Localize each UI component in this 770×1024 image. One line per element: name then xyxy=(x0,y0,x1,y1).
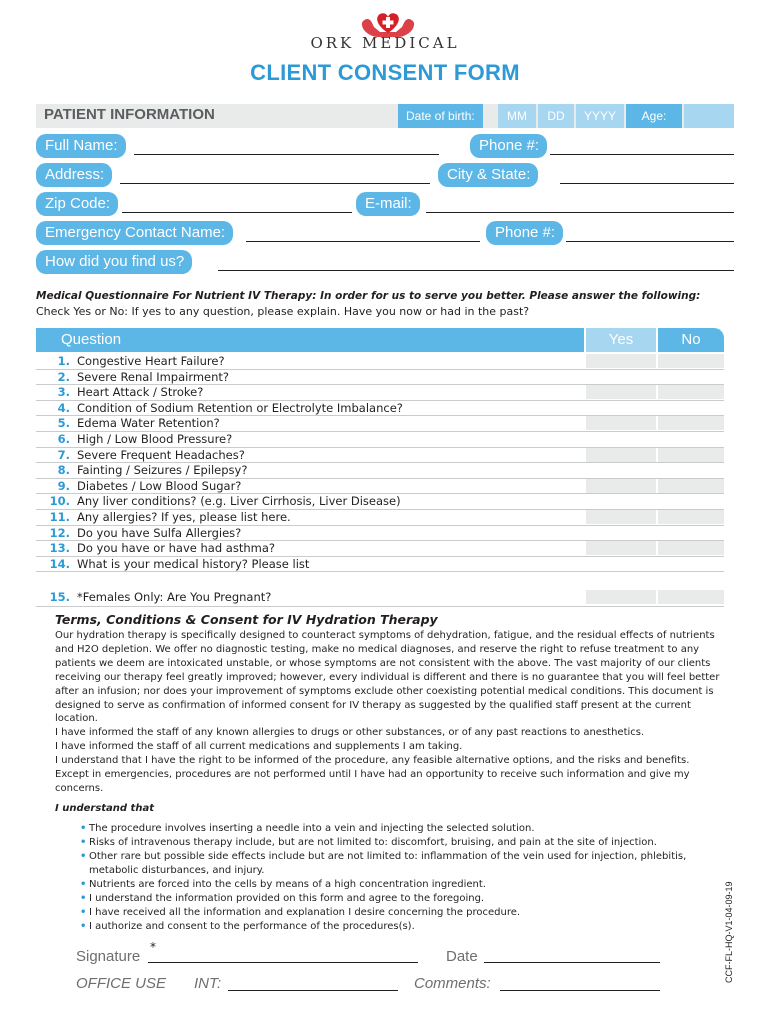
question-text: Severe Frequent Headaches? xyxy=(77,447,245,462)
yes-checkbox[interactable] xyxy=(586,510,656,524)
no-checkbox[interactable] xyxy=(658,557,724,571)
consent-bullet xyxy=(80,892,720,906)
consent-bullet xyxy=(80,906,720,920)
no-checkbox[interactable] xyxy=(658,541,724,555)
yes-checkbox[interactable] xyxy=(586,541,656,555)
email-label: E-mail: xyxy=(356,192,420,216)
patient-info-label: PATIENT INFORMATION xyxy=(44,106,215,123)
yes-checkbox[interactable] xyxy=(586,479,656,493)
questionnaire-instructions: Check Yes or No: If yes to any question, please explain. Have you now or had in the past? xyxy=(36,305,530,318)
question-number: 15. xyxy=(49,590,70,604)
terms-rights-line: I understand that I have the right to be informed of the procedure, any feasible alternative options, and the risks and benefits. Except in emergencies, procedures are not performed until I have had an opportunity to receive such information and give my concerns. xyxy=(55,755,690,794)
yes-checkbox[interactable] xyxy=(586,463,656,477)
svg-text:CCF-FL-HQ-V1-04-09-19: CCF-FL-HQ-V1-04-09-19 xyxy=(724,881,734,983)
consent-bullet xyxy=(80,920,720,934)
no-checkbox[interactable] xyxy=(658,494,724,508)
question-row-12 xyxy=(36,525,724,541)
terms-heading: Terms, Conditions & Consent for IV Hydration Therapy xyxy=(55,612,438,627)
emergency-phone-field[interactable] xyxy=(566,241,734,242)
signature-label: Signature xyxy=(76,948,141,965)
question-text: Diabetes / Low Blood Sugar? xyxy=(77,478,242,493)
yes-checkbox[interactable] xyxy=(586,494,656,508)
bullet-text: Nutrients are forced into the cells by means of a high concentration ingredient. xyxy=(89,879,486,890)
dob-month-field[interactable]: MM xyxy=(498,104,536,128)
question-text: Condition of Sodium Retention or Electrolyte Imbalance? xyxy=(77,400,403,415)
questionnaire-title: Medical Questionnaire For Nutrient IV Therapy: In order for us to serve you better. Please answer the following: xyxy=(36,290,701,302)
question-text: Any allergies? If yes, please list here. xyxy=(77,510,291,524)
bullet-text: I have received all the information and explanation I desire concerning the procedure. xyxy=(89,907,521,918)
no-column-header: No xyxy=(658,328,724,352)
consent-bullet-list xyxy=(80,822,720,934)
row-divider xyxy=(36,606,724,607)
question-number: 6. xyxy=(57,432,70,446)
brand-name: ORK MEDICAL xyxy=(310,34,460,52)
date-label: Date xyxy=(446,948,478,965)
no-checkbox[interactable] xyxy=(658,385,724,399)
question-number: 2. xyxy=(57,369,70,384)
zip-field[interactable] xyxy=(122,212,352,213)
no-checkbox[interactable] xyxy=(658,590,724,604)
question-row-15 xyxy=(36,589,724,605)
yes-checkbox[interactable] xyxy=(586,590,656,604)
question-text: Heart Attack / Stroke? xyxy=(77,385,204,400)
question-row-4 xyxy=(36,400,724,416)
yes-checkbox[interactable] xyxy=(586,557,656,571)
question-number: 9. xyxy=(57,478,70,493)
consent-bullet xyxy=(80,836,720,850)
bullet-text: Risks of intravenous therapy include, but are not limited to: discomfort, bruising, and pain at the site of injection. xyxy=(89,837,657,848)
question-number: 13. xyxy=(49,541,70,556)
emergency-contact-label: Emergency Contact Name: xyxy=(36,221,233,245)
question-row-7 xyxy=(36,447,724,463)
address-label: Address: xyxy=(36,163,112,187)
age-field[interactable] xyxy=(684,104,734,128)
int-label: INT: xyxy=(194,975,222,992)
int-field[interactable] xyxy=(228,990,398,991)
row-divider xyxy=(36,571,724,572)
age-label: Age: xyxy=(626,104,682,128)
address-field[interactable] xyxy=(120,183,430,184)
question-text: Do you have or have had asthma? xyxy=(77,541,275,556)
question-text: Any liver conditions? (e.g. Liver Cirrhosis, Liver Disease) xyxy=(77,494,401,509)
yes-checkbox[interactable] xyxy=(586,370,656,384)
yes-checkbox[interactable] xyxy=(586,416,656,430)
terms-allergies-line: I have informed the staff of any known allergies to drugs or other substances, or of any past reactions to anesthetics. xyxy=(55,727,645,738)
question-text: What is your medical history? Please list xyxy=(77,556,310,571)
question-row-14 xyxy=(36,556,724,572)
full-name-field[interactable] xyxy=(134,154,439,155)
yes-checkbox[interactable] xyxy=(586,354,656,368)
question-text: Severe Renal Impairment? xyxy=(77,369,230,384)
no-checkbox[interactable] xyxy=(658,354,724,368)
phone-field[interactable] xyxy=(550,154,734,155)
question-row-5 xyxy=(36,415,724,431)
question-text: Edema Water Retention? xyxy=(77,416,220,431)
question-text: High / Low Blood Pressure? xyxy=(77,432,233,446)
question-row-9 xyxy=(36,478,724,494)
understand-heading: I understand that xyxy=(55,803,154,814)
question-number: 11. xyxy=(49,510,70,524)
comments-label: Comments: xyxy=(414,975,491,992)
dob-day-field[interactable]: DD xyxy=(538,104,574,128)
question-column-header: Question xyxy=(36,328,584,352)
question-number: 3. xyxy=(57,385,70,400)
question-number: 1. xyxy=(57,354,70,368)
no-checkbox[interactable] xyxy=(658,432,724,446)
question-row-2 xyxy=(36,369,724,385)
zip-label: Zip Code: xyxy=(36,192,118,216)
question-text: Do you have Sulfa Allergies? xyxy=(77,525,242,540)
no-checkbox[interactable] xyxy=(658,510,724,524)
no-checkbox[interactable] xyxy=(658,463,724,477)
yes-checkbox[interactable] xyxy=(586,448,656,462)
terms-medications-line: I have informed the staff of all current medications and supplements I am taking. xyxy=(55,741,463,752)
question-row-11 xyxy=(36,509,724,525)
bullet-text: Other rare but possible side effects include but are not limited to: inflammation of the vein used for injection, phlebitis, metabolic disturbances, and injury. xyxy=(89,851,687,876)
bullet-icon: • xyxy=(80,823,87,834)
emergency-phone-label: Phone #: xyxy=(486,221,563,245)
no-checkbox[interactable] xyxy=(658,448,724,462)
full-name-label: Full Name: xyxy=(36,134,126,158)
yes-checkbox[interactable] xyxy=(586,526,656,540)
no-checkbox[interactable] xyxy=(658,479,724,493)
consent-bullet xyxy=(80,822,720,836)
yes-checkbox[interactable] xyxy=(586,385,656,399)
question-text: Congestive Heart Failure? xyxy=(77,354,225,368)
yes-checkbox[interactable] xyxy=(586,432,656,446)
no-checkbox[interactable] xyxy=(658,416,724,430)
question-text: Fainting / Seizures / Epilepsy? xyxy=(77,463,248,478)
question-row-13 xyxy=(36,540,724,556)
required-asterisk: * xyxy=(150,940,156,954)
office-use-label: OFFICE USE xyxy=(76,975,167,992)
question-number: 10. xyxy=(49,494,70,509)
question-number: 7. xyxy=(57,447,70,462)
date-field[interactable] xyxy=(484,962,660,963)
bullet-icon: • xyxy=(80,837,87,848)
question-text: *Females Only: Are You Pregnant? xyxy=(77,590,272,604)
no-checkbox[interactable] xyxy=(658,370,724,384)
question-number: 4. xyxy=(57,400,70,415)
bullet-text: I understand the information provided on this form and agree to the foregoing. xyxy=(89,893,485,904)
question-row-1 xyxy=(36,353,724,369)
bullet-text: The procedure involves inserting a needle into a vein and injecting the selected solution. xyxy=(89,823,535,834)
signature-field[interactable] xyxy=(148,962,418,963)
bullet-icon: • xyxy=(80,851,87,862)
no-checkbox[interactable] xyxy=(658,401,724,415)
question-row-8 xyxy=(36,462,724,478)
bullet-icon: • xyxy=(80,921,87,932)
bullet-icon: • xyxy=(80,879,87,890)
bullet-icon: • xyxy=(80,907,87,918)
city-state-field[interactable] xyxy=(560,183,734,184)
question-number: 8. xyxy=(57,463,70,478)
question-row-6 xyxy=(36,431,724,447)
terms-paragraph: Our hydration therapy is specifically designed to counteract symptoms of dehydration, fatigue, and the residual effects of nutrients and H2O depletion. We offer no diagnostic testing, make no medical diagnoses, and reserve the right to refuse treatment to any patients we deem are intoxicated unstable, or whose symptoms are not consistent with the above. The vast majority of our clients receiving our therapy feel greatly improved; however, every individual is different and there is no guarantee that you will feel better after an infusion; nor does your improvement of symptoms exclude other coexisting potential medical conditions. This document is designed to serve as confirmation of informed consent for IV therapy as suggested by the qualified staff present at the current location. xyxy=(55,630,720,725)
question-number: 5. xyxy=(57,416,70,431)
question-row-10 xyxy=(36,493,724,509)
find-us-field[interactable] xyxy=(218,270,734,271)
emergency-contact-field[interactable] xyxy=(246,241,480,242)
question-row-3 xyxy=(36,384,724,400)
city-state-label: City & State: xyxy=(438,163,538,187)
email-field[interactable] xyxy=(426,212,734,213)
dob-year-field[interactable]: YYYY xyxy=(576,104,624,128)
dob-label: Date of birth: xyxy=(398,104,483,128)
bullet-icon: • xyxy=(80,893,87,904)
form-title: CLIENT CONSENT FORM xyxy=(250,60,520,85)
phone-label: Phone #: xyxy=(470,134,547,158)
bullet-text: I authorize and consent to the performance of the procedures(s). xyxy=(89,921,415,932)
consent-bullet xyxy=(80,878,720,892)
question-number: 12. xyxy=(49,525,70,540)
form-code xyxy=(718,875,738,985)
yes-column-header: Yes xyxy=(586,328,656,352)
yes-checkbox[interactable] xyxy=(586,401,656,415)
consent-bullet xyxy=(80,850,720,878)
comments-field[interactable] xyxy=(500,990,660,991)
find-us-label: How did you find us? xyxy=(36,250,192,274)
question-number: 14. xyxy=(49,556,70,571)
no-checkbox[interactable] xyxy=(658,526,724,540)
